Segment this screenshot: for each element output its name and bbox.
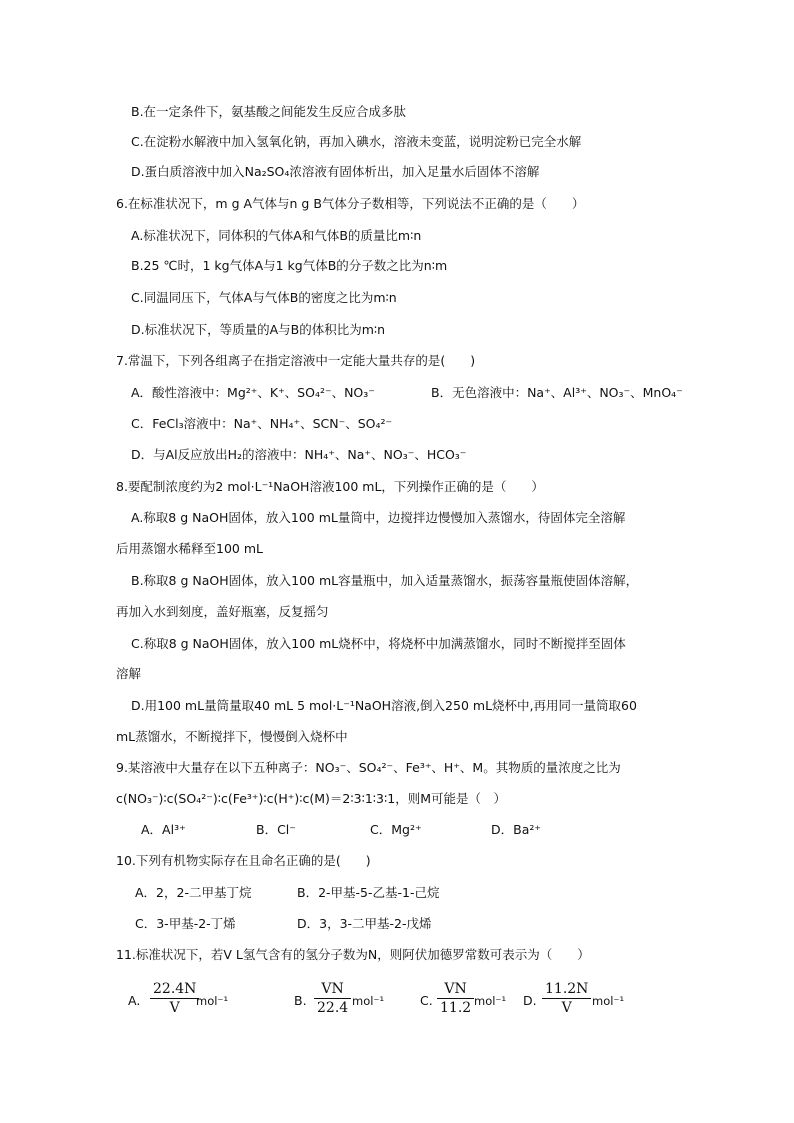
q8-option-d-line1: D.用100 mL量筒量取40 mL 5 mol·L⁻¹NaOH溶液,倒入250 mL烧杯中,再用同一量筒取60: [131, 698, 637, 713]
q5-option-d: D.蛋白质溶液中加入Na₂SO₄浓溶液有固体析出，加入足量水后固体不溶解: [131, 164, 540, 179]
q8-option-b-line2: 再加入水到刻度，盖好瓶塞，反复摇匀: [116, 604, 329, 619]
q9-option-c: C．Mg²⁺: [370, 822, 422, 837]
q6-option-c: C.同温同压下，气体A与气体B的密度之比为m∶n: [131, 290, 397, 305]
q6-option-a: A.标准状况下，同体积的气体A和气体B的质量比m∶n: [131, 228, 422, 243]
q11-option-c-fraction: [437, 980, 474, 1017]
q10-stem: 10.下列有机物实际存在且命名正确的是( ): [116, 853, 371, 868]
q8-option-a-line1: A.称取8 g NaOH固体，放入100 mL量筒中，边搅拌边慢慢加入蒸馏水，待固体完全溶解: [131, 510, 626, 525]
q9-option-b: B．Cl⁻: [256, 822, 296, 837]
fraction-numerator: 11.2N: [542, 980, 591, 999]
fraction-denominator: V: [561, 1000, 572, 1016]
fraction-denominator: V: [169, 1000, 180, 1016]
fraction-denominator: 11.2: [440, 1000, 472, 1016]
q11-option-d-label: D.: [523, 993, 537, 1008]
q6-option-b: B.25 ℃时，1 kg气体A与1 kg气体B的分子数之比为n∶m: [131, 258, 448, 273]
q10-option-c: C．3-甲基-2-丁烯: [135, 916, 236, 931]
q9-option-d: D．Ba²⁺: [491, 822, 541, 837]
q11-option-b-fraction: [314, 980, 351, 1017]
q8-option-a-line2: 后用蒸馏水稀释至100 mL: [116, 541, 263, 556]
q11-option-b-label: B.: [294, 993, 307, 1008]
q9-option-a: A．Al³⁺: [141, 822, 186, 837]
q9-stem: 9.某溶液中大量存在以下五种离子：NO₃⁻、SO₄²⁻、Fe³⁺、H⁺、M。其物质的量浓度之比为: [116, 760, 621, 775]
q11-option-d-unit: mol⁻¹: [592, 994, 625, 1008]
q8-stem: 8.要配制浓度约为2 mol·L⁻¹NaOH溶液100 mL，下列操作正确的是（ ）: [116, 479, 544, 494]
q11-option-a-fraction: [150, 980, 199, 1017]
q8-option-c-line1: C.称取8 g NaOH固体，放入100 mL烧杯中，将烧杯中加满蒸馏水，同时不断搅拌至固体: [131, 636, 626, 651]
q8-option-d-line2: mL蒸馏水，不断搅拌下，慢慢倒入烧杯中: [116, 729, 348, 744]
q10-option-b: B．2-甲基-5-乙基-1-己烷: [297, 885, 440, 900]
q11-option-a-label: A.: [128, 993, 141, 1008]
q10-option-a: A．2，2-二甲基丁烷: [135, 885, 252, 900]
q11-option-d-fraction: [542, 980, 591, 1017]
fraction-numerator: VN: [437, 980, 474, 999]
q7-option-b: B．无色溶液中：Na⁺、Al³⁺、NO₃⁻、MnO₄⁻: [431, 385, 683, 400]
q11-stem: 11.标准状况下，若V L氢气含有的氢分子数为N，则阿伏加德罗常数可表示为（ ）: [116, 947, 590, 962]
q7-option-a: A．酸性溶液中：Mg²⁺、K⁺、SO₄²⁻、NO₃⁻: [131, 385, 375, 400]
q11-option-b-unit: mol⁻¹: [352, 994, 385, 1008]
q10-option-d: D．3，3-二甲基-2-戊烯: [297, 916, 432, 931]
fraction-numerator: 22.4N: [150, 980, 199, 999]
q7-option-c: C．FeCl₃溶液中：Na⁺、NH₄⁺、SCN⁻、SO₄²⁻: [131, 416, 393, 431]
q11-option-c-label: C.: [420, 993, 433, 1008]
q5-option-b: B.在一定条件下，氨基酸之间能发生反应合成多肽: [131, 104, 407, 119]
q11-option-c-unit: mol⁻¹: [474, 994, 507, 1008]
q8-option-b-line1: B.称取8 g NaOH固体，放入100 mL容量瓶中，加入适量蒸馏水，振荡容量瓶使固体溶解，: [131, 573, 639, 588]
q7-stem: 7.常温下，下列各组离子在指定溶液中一定能大量共存的是( ): [116, 353, 476, 368]
q9-ratio: c(NO₃⁻)∶c(SO₄²⁻)∶c(Fe³⁺)∶c(H⁺)∶c(M)＝2∶3∶1∶3∶1，则M可能是（ ）: [116, 791, 506, 806]
q6-option-d: D.标准状况下，等质量的A与B的体积比为m∶n: [131, 322, 386, 337]
q7-option-d: D．与Al反应放出H₂的溶液中：NH₄⁺、Na⁺、NO₃⁻、HCO₃⁻: [131, 447, 467, 462]
fraction-numerator: VN: [314, 980, 351, 999]
fraction-denominator: 22.4: [317, 1000, 349, 1016]
q6-stem: 6.在标准状况下，m g A气体与n g B气体分子数相等，下列说法不正确的是（ ）: [116, 196, 585, 211]
q8-option-c-line2: 溶解: [116, 666, 142, 681]
q11-option-a-unit: mol⁻¹: [196, 994, 229, 1008]
q5-option-c: C.在淀粉水解液中加入氢氧化钠，再加入碘水，溶液未变蓝，说明淀粉已完全水解: [131, 134, 582, 149]
